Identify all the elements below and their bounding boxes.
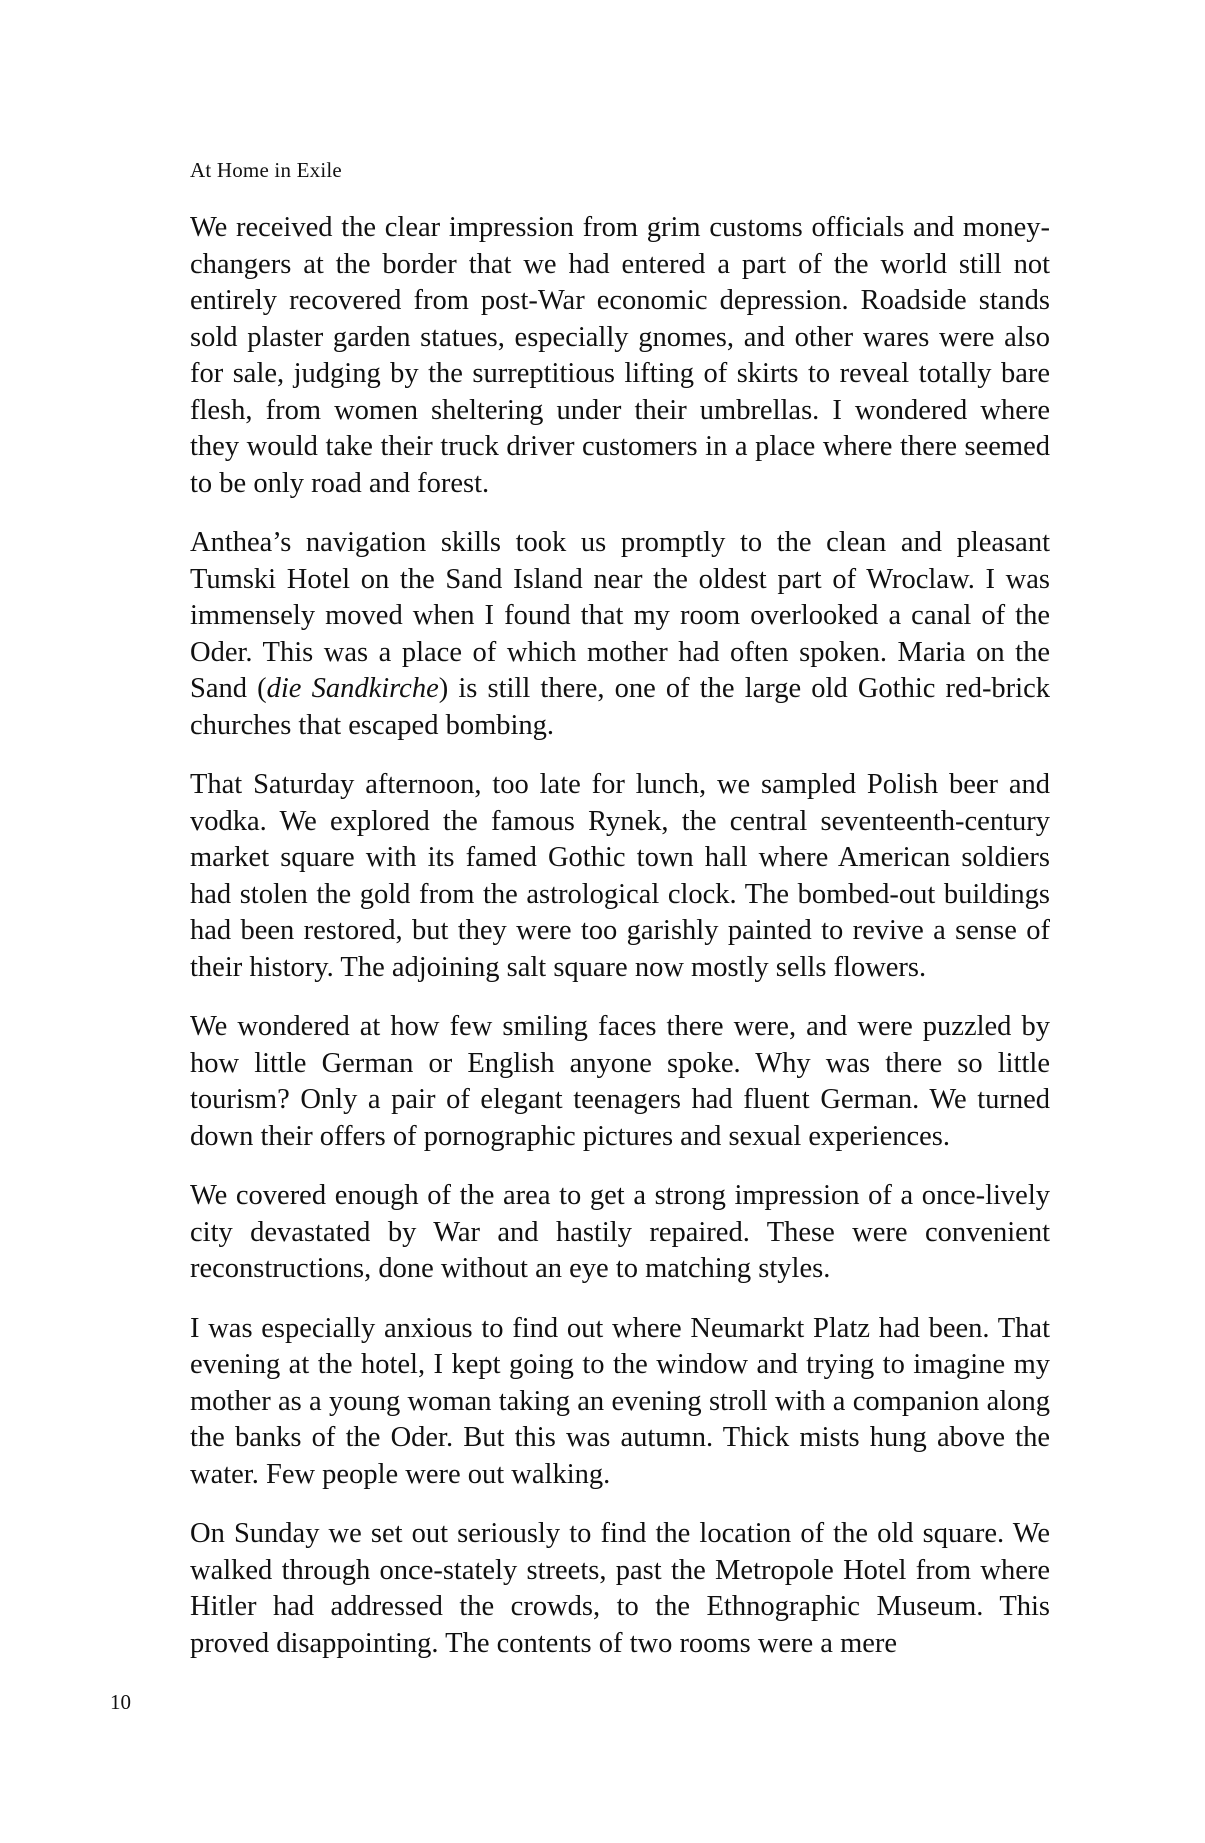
paragraph-text-segment: Anthea’s navigation skills took us promptly to the clean and pleasant Tumski Hotel on the Sand Island near the oldest part of Wroclaw. I was immensely moved when I found that my room overlooked a canal of the Oder. This was a place of which mother had often spoken. Maria on the Sand ( <box>190 527 1050 704</box>
paragraph-tumski-hotel <box>190 525 1050 744</box>
page-number: 10 <box>110 1690 131 1714</box>
paragraph-smiling-faces: We wondered at how few smiling faces there were, and were puzzled by how little German or English anyone spoke. Why was there so little tourism? Only a pair of elegant teenagers had fluent German. We turned down their offers of pornographic pictures and sexual experiences. <box>190 1011 1050 1152</box>
running-head: At Home in Exile <box>190 158 342 182</box>
paragraph-city-reconstruction: We covered enough of the area to get a strong impression of a once-lively city devastated by War and hastily repaired. These were convenient reconstructions, done without an eye to matching styles. <box>190 1180 1050 1284</box>
italic-church-name: die Sandkirche <box>266 673 439 704</box>
body-text <box>190 210 1050 1685</box>
paragraph-border-impressions: We received the clear impression from grim customs officials and money-changers at the border that we had entered a part of the world still not entirely recovered from post-War economic depression. Roadside stands sold plaster garden statues, especially gnomes, and other wares were also for sale, judging by the surreptitious lifting of skirts to reveal totally bare flesh, from women sheltering under their umbrellas. I wondered where they would take their truck driver customers in a place where there seemed to be only road and forest. <box>190 212 1050 499</box>
paragraph-sunday-search: On Sunday we set out seriously to find the location of the old square. We walked through once-stately streets, past the Metropole Hotel from where Hitler had addressed the crowds, to the Ethnographic Museum. This proved disappointing. The contents of two rooms were a mere <box>190 1518 1050 1659</box>
paragraph-saturday-rynek: That Saturday afternoon, too late for lunch, we sampled Polish beer and vodka. We explored the famous Rynek, the central seventeenth-century market square with its famed Gothic town hall where American soldiers had stolen the gold from the astrological clock. The bombed-out buildings had been restored, but they were too garishly painted to revive a sense of their history. The adjoining salt square now mostly sells flowers. <box>190 769 1050 983</box>
paragraph-text-segment: ) is still there, one of the large old Gothic red-brick churches that escaped bombing. <box>190 673 1050 741</box>
paragraph-neumarkt-platz: I was especially anxious to find out where Neumarkt Platz had been. That evening at the hotel, I kept going to the window and trying to imagine my mother as a young woman taking an evening stroll with a companion along the banks of the Oder. But this was autumn. Thick mists hung above the water. Few people were out walking. <box>190 1312 1050 1490</box>
